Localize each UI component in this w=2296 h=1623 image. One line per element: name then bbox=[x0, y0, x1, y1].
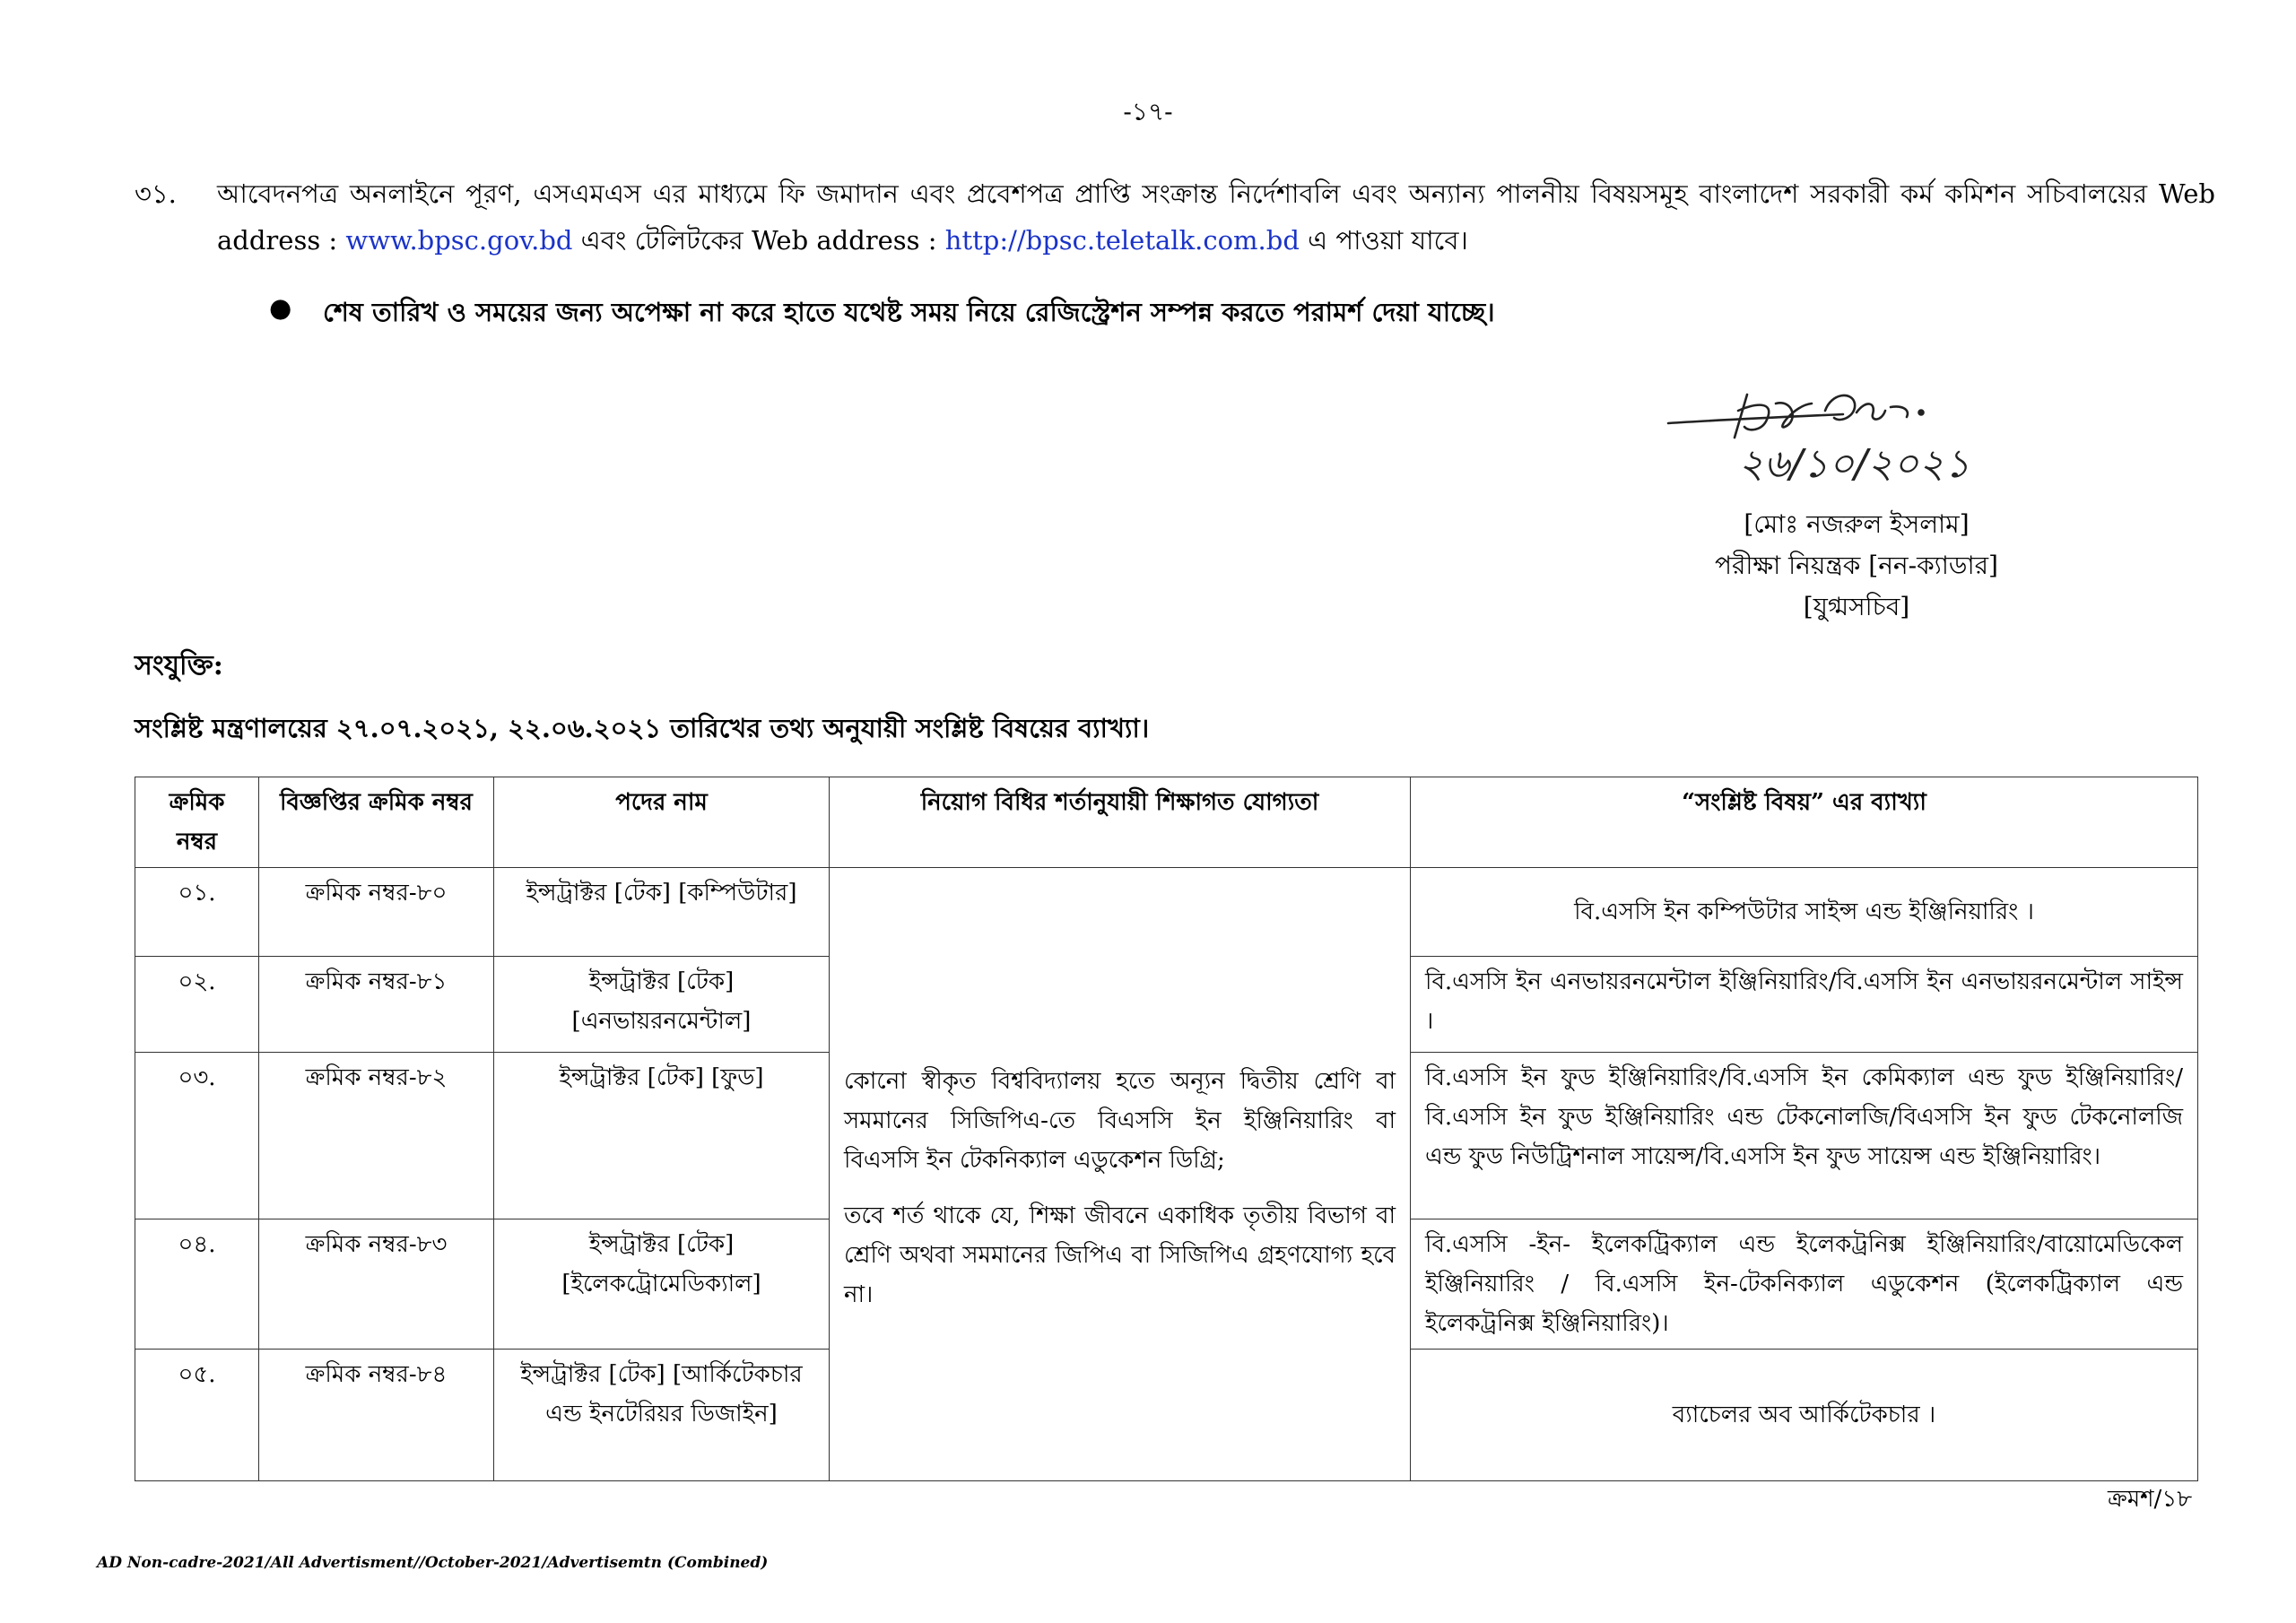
advice-bullet bbox=[269, 292, 1495, 336]
advice-text: শেষ তারিখ ও সময়ের জন্য অপেক্ষা না করে হাতে যথেষ্ট সময় নিয়ে রেজিস্ট্রেশন সম্পন্ন করতে পরামর্শ দেয়া যাচ্ছে। bbox=[323, 297, 1495, 327]
header-explanation: “সংশ্লিষ্ট বিষয়” এর ব্যাখ্যা bbox=[1411, 777, 2198, 868]
row-explanation: বি.এসসি -ইন- ইলেকট্রিক্যাল এন্ড ইলেকট্রনিক্স ইঞ্জিনিয়ারিং/বায়োমেডিকেল ইঞ্জিনিয়ারিং / বি.এসসি ইন-টেকনিক্যাল এডুকেশন (ইলেকট্রিক্যাল এন্ড ইলেকট্রনিক্স ইঞ্জিনিয়ারিং)। bbox=[1411, 1219, 2198, 1350]
signer-name: [মোঃ নজরুল ইসলাম] bbox=[1744, 509, 1970, 539]
row-notice: ক্রমিক নম্বর-৮০ bbox=[259, 868, 494, 957]
bpsc-website-link[interactable]: www.bpsc.gov.bd bbox=[345, 225, 573, 256]
footer-path: AD Non-cadre-2021/All Advertisment//October-2021/Advertisemtn (Combined) bbox=[97, 1554, 769, 1572]
signer-designation: পরীক্ষা নিয়ন্ত্রক [নন-ক্যাডার] bbox=[1715, 551, 1998, 580]
attachment-title: সংশ্লিষ্ট মন্ত্রণালয়ের ২৭.০৭.২০২১, ২২.০৬.২০২১ তারিখের তথ্য অনুযায়ী সংশ্লিষ্ট বিষয়ের ব্যাখ্যা। bbox=[135, 713, 1150, 743]
row-serial: ০৫. bbox=[135, 1350, 259, 1481]
row-serial: ০২. bbox=[135, 957, 259, 1053]
row-serial: ০৪. bbox=[135, 1219, 259, 1350]
header-serial: ক্রমিক নম্বর bbox=[135, 777, 259, 868]
header-post: পদের নাম bbox=[494, 777, 830, 868]
row-notice: ক্রমিক নম্বর-৮৪ bbox=[259, 1350, 494, 1481]
explanation-table bbox=[135, 777, 2198, 1481]
instruction-text-end: এ পাওয়া যাবে। bbox=[1299, 225, 1468, 256]
attachment-heading: সংযুক্তি: bbox=[135, 650, 223, 681]
qualification-condition: তবে শর্ত থাকে যে, শিক্ষা জীবনে একাধিক তৃতীয় বিভাগ বা শ্রেণি অথবা সমমানের জিপিএ বা সিজিপিএ গ্রহণযোগ্য হবে না। bbox=[844, 1202, 1396, 1308]
header-qualification: নিয়োগ বিধির শর্তানুযায়ী শিক্ষাগত যোগ্যতা bbox=[830, 777, 1411, 868]
row-explanation: বি.এসসি ইন ফুড ইঞ্জিনিয়ারিং/বি.এসসি ইন কেমিক্যাল এন্ড ফুড ইঞ্জিনিয়ারিং/বি.এসসি ইন ফুড ইঞ্জিনিয়ারিং এন্ড টেকনোলজি/বিএসসি ইন ফুড টেকনোলজি এন্ড ফুড নিউট্রিশনাল সায়েন্স/বি.এসসি ইন ফুড সায়েন্স এন্ড ইঞ্জিনিয়ারিং। bbox=[1411, 1053, 2198, 1219]
instruction-paragraph bbox=[135, 170, 2215, 264]
teletalk-website-link[interactable]: http://bpsc.teletalk.com.bd bbox=[944, 225, 1300, 256]
continued-note: ক্রমশ/১৮ bbox=[2108, 1486, 2193, 1513]
signature bbox=[1641, 368, 2018, 493]
row-explanation: ব্যাচেলর অব আর্কিটেকচার । bbox=[1411, 1350, 2198, 1481]
row-post: ইন্সট্রাক্টর [টেক] [কম্পিউটার] bbox=[494, 868, 830, 957]
row-serial: ০১. bbox=[135, 868, 259, 957]
signature-date: ২৬/১০/২০২১ bbox=[1738, 441, 1970, 487]
table-header-row bbox=[135, 777, 2198, 868]
bullet-icon: ● bbox=[269, 292, 292, 323]
row-notice: ক্রমিক নম্বর-৮১ bbox=[259, 957, 494, 1053]
row-post: ইন্সট্রাক্টর [টেক] [ইলেকট্রোমেডিক্যাল] bbox=[494, 1219, 830, 1350]
instruction-text-middle: এবং টেলিটকের Web address : bbox=[572, 225, 945, 256]
page-number: -১৭- bbox=[1123, 97, 1173, 126]
row-serial: ০৩. bbox=[135, 1053, 259, 1219]
instruction-text: আবেদনপত্র অনলাইনে পূরণ, এসএমএস এর মাধ্যমে ফি জমাদান এবং প্রবেশপত্র প্রাপ্তি সংক্রান্ত নির্দেশাবলি এবং অন্যান্য পালনীয় বিষয়সমূহ বাংলাদেশ সরকারী কর্ম কমিশন সচিবালয়ের Web address : bbox=[217, 178, 2215, 256]
signer-block bbox=[1614, 504, 2099, 628]
header-notice-serial: বিজ্ঞপ্তির ক্রমিক নম্বর bbox=[259, 777, 494, 868]
qualification-cell bbox=[830, 868, 1411, 1481]
qualification-main: কোনো স্বীকৃত বিশ্ববিদ্যালয় হতে অন্যূন দ্বিতীয় শ্রেণি বা সমমানের সিজিপিএ-তে বিএসসি ইন ইঞ্জিনিয়ারিং বা বিএসসি ইন টেকনিক্যাল এডুকেশন ডিগ্রি; bbox=[844, 1067, 1396, 1174]
row-notice: ক্রমিক নম্বর-৮৩ bbox=[259, 1219, 494, 1350]
row-notice: ক্রমিক নম্বর-৮২ bbox=[259, 1053, 494, 1219]
row-explanation: বি.এসসি ইন কম্পিউটার সাইন্স এন্ড ইঞ্জিনিয়ারিং । bbox=[1411, 868, 2198, 957]
signer-rank: [যুগ্মসচিব] bbox=[1803, 592, 1910, 621]
row-post: ইন্সট্রাক্টর [টেক] [ফুড] bbox=[494, 1053, 830, 1219]
row-post: ইন্সট্রাক্টর [টেক] [আর্কিটেকচার এন্ড ইনটেরিয়র ডিজাইন] bbox=[494, 1350, 830, 1481]
row-post: ইন্সট্রাক্টর [টেক] [এনভায়রনমেন্টাল] bbox=[494, 957, 830, 1053]
table-row bbox=[135, 868, 2198, 957]
instruction-number: ৩১. bbox=[135, 178, 177, 209]
row-explanation: বি.এসসি ইন এনভায়রনমেন্টাল ইঞ্জিনিয়ারিং/বি.এসসি ইন এনভায়রনমেন্টাল সাইন্স । bbox=[1411, 957, 2198, 1053]
